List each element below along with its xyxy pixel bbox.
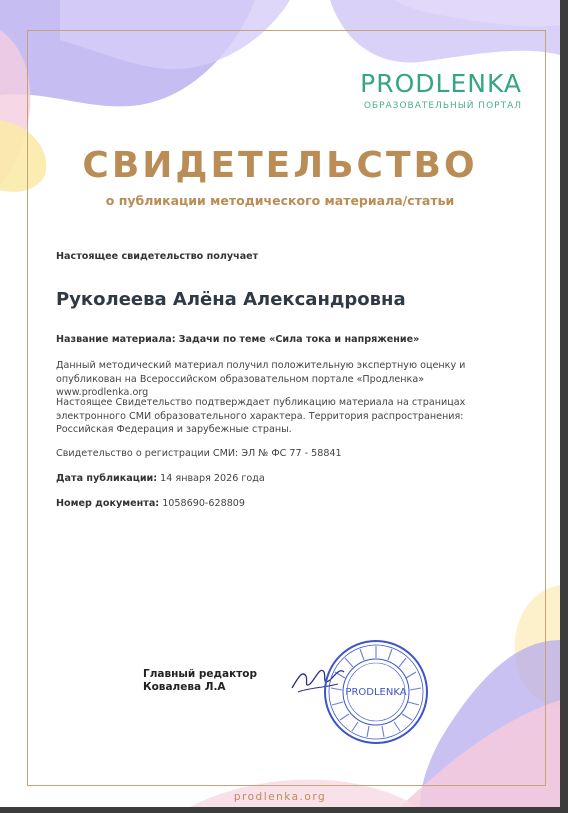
editor-name: Ковалева Л.А (143, 681, 226, 693)
registration-line: Свидетельство о регистрации СМИ: ЭЛ № ФС 77 - 58841 (56, 448, 342, 459)
document-number-line (56, 497, 518, 511)
official-stamp (322, 638, 430, 746)
publication-date-line (56, 472, 518, 486)
recipient-intro: Настоящее свидетельство получает (56, 251, 259, 262)
editor-signature-block (143, 668, 257, 694)
material-line (56, 333, 518, 347)
material-label: Название материала: (56, 334, 176, 345)
date-value: 14 января 2026 года (160, 473, 265, 484)
review-paragraph: Данный методический материал получил положительную экспертную оценку и опубликован на Всероссийском образовательном портале «Продленка» www.prodlenka.org (56, 360, 466, 399)
editor-role: Главный редактор (143, 668, 258, 680)
doc-value: 1058690-628809 (162, 498, 246, 509)
doc-label: Номер документа: (56, 498, 160, 509)
certificate-subtitle: о публикации методического материала/статьи (105, 193, 455, 208)
certificate-title: СВИДЕТЕЛЬСТВО (82, 145, 478, 186)
stamp-center-text: PRODLENKA (345, 687, 407, 698)
date-label: Дата публикации: (56, 473, 158, 484)
footer-url: prodlenka.org (233, 791, 327, 803)
logo-subtitle: ОБРАЗОВАТЕЛЬНЫЙ ПОРТАЛ (363, 101, 522, 111)
logo-text: PRODLENKA (360, 69, 522, 98)
confirm-paragraph: Настоящее Свидетельство подтверждает публикацию материала на страницах электронного СМИ образовательного характера. Территория распространения: Российская Федерация и зарубежные страны. (56, 397, 466, 436)
recipient-name: Руколеева Алёна Александровна (56, 289, 406, 310)
brand-logo (360, 70, 522, 111)
material-title: Задачи по теме «Сила тока и напряжение» (178, 334, 420, 345)
